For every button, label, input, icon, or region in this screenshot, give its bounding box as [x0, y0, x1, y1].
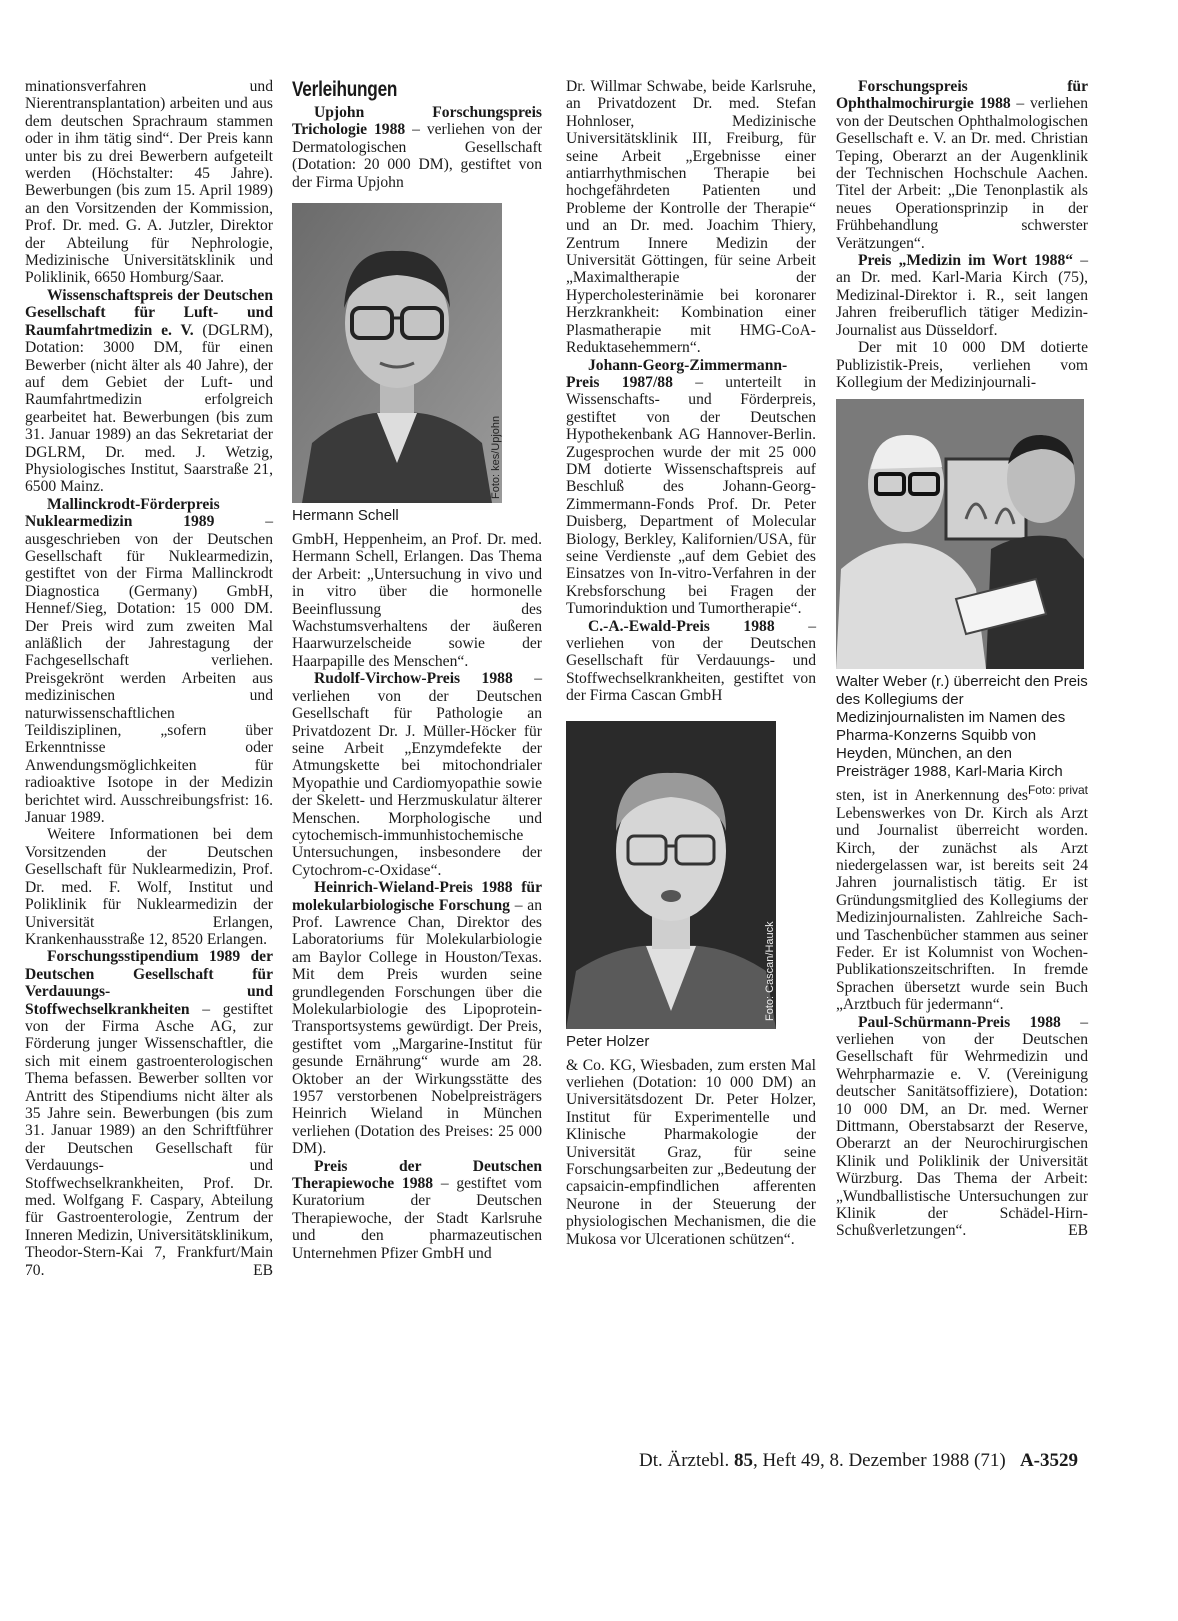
award-heading: Forschungsstipendium 1989 der Deutschen Gesellschaft für Verdauungs- und Stoffwechselkrankheiten — [25, 948, 273, 1018]
paragraph — [25, 287, 273, 496]
paragraph — [292, 670, 542, 879]
photo-credit: Foto: Cascan/Hauck — [764, 920, 776, 1021]
award-heading: Mallinckrodt-Förderpreis Nuklearmedizin 1989 — [25, 495, 220, 531]
award-text: – gestiftet vom Kuratorium der Deutschen Therapiewoche, der Stadt Karlsruhe und den pharmazeutischen Unternehmen Pfizer GmbH und — [292, 1175, 542, 1262]
award-heading: Forschungspreis für Ophthalmochirurgie 1988 — [836, 78, 1088, 113]
photo-credit: Foto: kes/Upjohn — [490, 415, 502, 500]
award-heading: Wissenschaftspreis der Deutschen Gesellschaft für Luft- und Raumfahrtmedizin e. V. — [25, 286, 273, 339]
column-4 — [836, 78, 1088, 1240]
paragraph — [836, 78, 1088, 252]
portrait-photo-peter-holzer — [566, 721, 776, 1029]
photo-caption — [836, 673, 1088, 798]
award-text: – gestiftet von der Firma Asche AG, zur Förderung junger Wissenschaftler, die sich mit einem gastroenterologischen Thema befassen. Bewerber sollten vor Antritt des Stipendiums nicht älter als 35 Jahre sein. Bewerbungen (bis zum 31. Januar 1989) an den Schriftführer der Deutschen Gesellschaft für Verdauungs- und Stoffwechselkrankheiten, Prof. Dr. med. Wolfgang F. Caspary, Abteilung für Gastroenterologie, Zentrum der Inneren Medizin, Universitätsklinikum, Theodor-Stern-Kai 7, Frankfurt/Main 70. — [25, 1000, 273, 1279]
journal-volume: 85 — [733, 1450, 753, 1471]
award-text: (DGLRM), Dotation: 3000 DM, für einen Bewerber (nicht älter als 40 Jahre), der auf dem Gebiet der Luft- und Raumfahrtmedizin erfolgreich gearbeitet hat. Bewerbungen (bis zum 31. Januar 1989) an das Sekretariat der DGLRM, Dr. med. J. Wetzig, Physiologisches Institut, Saarstraße 21, 6500 Mainz. — [25, 321, 273, 496]
award-heading: Preis „Medizin im Wort 1988“ — [858, 252, 1074, 270]
paragraph — [292, 104, 542, 191]
paragraph: Weitere Informationen bei dem Vorsitzenden der Deutschen Gesellschaft für Nuklearmedizin, Prof. Dr. med. F. Wolf, Institut und Poliklinik für Nuklearmedizin der Universität Erlangen, Krankenhausstraße 12, 8520 Erlangen. — [25, 826, 273, 948]
paragraph: minationsverfahren und Nierentransplantation) arbeiten und aus dem deutschen Sprachraum stammen oder in ihm tätig sind“. Der Preis kann unter bis zu drei Bewerbern aufgeteilt werden (Höchstalter: 45 Jahre). Bewerbungen (bis zum 15. April 1989) an den Vorsitzenden der Kommission, Prof. Dr. med. G. A. Jutzler, Direktor der Abteilung für Nephrologie, Medizinische Universitätsklinik und Poliklinik, 6650 Homburg/Saar. — [25, 78, 273, 287]
award-text: – ausgeschrieben von der Deutschen Gesellschaft für Nuklearmedizin, gestiftet von der Firma Mallinckrodt Diagnostica (Germany) GmbH, Hennef/Sieg, Dotation: 15 000 DM. Der Preis wird zum zweiten Mal anläßlich der Jahrestagung der Fachgesellschaft verliehen. Preisgekrönt werden Arbeiten aus medizinischen und naturwissenschaftlichen Teildisziplinen, „sofern über Erkenntnisse oder Anwendungsmöglichkeiten für radioaktive Isotope in der Medizin berichtet wird. Ausschreibungsfrist: 16. Januar 1989. — [25, 513, 273, 827]
award-text: – verliehen von der Deutschen Gesellschaft für Wehrmedizin und Wehrpharmazie e. V. (Vereinigung deutscher Sanitätsoffiziere), Dotation: 10 000 DM, an Dr. med. Werner Dittmann, Oberstabsarzt der Reserve, Oberarzt an der Neurochirurgischen Klinik und Poliklinik der Universität Würzburg. Das Thema der Arbeit: „Wundballistische Untersuchungen zur Klinik der Schädel-Hirn-Schußverletzungen“. — [836, 1013, 1088, 1240]
paragraph — [292, 879, 542, 1158]
section-title: Verleihungen — [292, 78, 398, 101]
photo-caption: Hermann Schell — [292, 507, 399, 525]
award-text: – verliehen von der Deutschen Ophthalmologischen Gesellschaft e. V. an Dr. med. Christian Teping, Oberarzt an der Augenklinik der Technischen Hochschule Aachen. Titel der Arbeit: „Die Tenonplastik als neues Operationsprinzip in der Frühbehandlung schwerster Verätzungen“. — [836, 95, 1088, 252]
paragraph — [836, 252, 1088, 339]
photo-caption-text: Walter Weber (r.) überreicht den Preis des Kollegiums der Medizinjournalisten im Namen des Pharma-Konzerns Squibb von Heyden, München, an den Preisträger 1988, Karl-Maria Kirch — [836, 673, 1088, 781]
award-heading: Upjohn Forschungspreis Trichologie 1988 — [292, 104, 542, 139]
award-heading: Preis der Deutschen Therapiewoche 1988 — [292, 1157, 542, 1193]
column-2 — [292, 78, 542, 1262]
paragraph: Der mit 10 000 DM dotierte Publizistik-Preis, verliehen vom Kollegium der Medizinjournali- — [836, 339, 1088, 391]
paragraph — [836, 1014, 1088, 1240]
journal-name: Dt. Ärztebl. — [638, 1450, 730, 1471]
page-number: A-3529 — [1019, 1450, 1078, 1471]
award-heading: Heinrich-Wieland-Preis 1988 für molekularbiologische Forschung — [292, 879, 542, 914]
paragraph — [566, 618, 816, 705]
column-1 — [25, 78, 273, 1279]
award-ceremony-photo — [836, 399, 1084, 669]
paragraph: GmbH, Heppenheim, an Prof. Dr. med. Hermann Schell, Erlangen. Das Thema der Arbeit: „Untersuchung in vivo und in vitro über die hormonelle Beeinflussung des Wachstumsverhaltens der äußeren Haarwurzelscheide sowie der Haarpapille des Menschen“. — [292, 531, 542, 670]
award-text: – unterteilt in Wissenschafts- und Förderpreis, gestiftet von der Deutschen Hypothekenbank AG Hannover-Berlin. Zugesprochen wurde der mit 25 000 DM dotierte Wissenschaftspreis auf Beschluß des Johann-Georg-Zimmermann-Fonds Prof. Dr. Peter Duisberg, Department of Molecular Biology, Berkley, Kalifornien/USA, für seine Verdienste „auf dem Gebiet des Einsatzes von In-vitro-Verfahren in der Krebsforschung bei Fragen der Tumorinduktion und Tumortherapie“. — [566, 373, 817, 618]
author-sign: EB — [253, 1261, 273, 1279]
paragraph: Dr. Willmar Schwabe, beide Karlsruhe, an Privatdozent Dr. med. Stefan Hohnloser, Medizinische Universitätsklinik III, Freiburg, für seine Arbeit „Ergebnisse einer antiarrhythmischen Therapie bei hochgefährdeten Patienten und Probleme der Kontrolle der Therapie“ und an Dr. med. Joachim Thiery, Zentrum Innere Medizin der Universität Göttingen, für seine Arbeit „Maximaltherapie der Hypercholesterinämie bei koronarer Herzkrankheit: Kombination einer Plasmatherapie mit HMG-CoA-Reduktasehemmern“. — [566, 78, 816, 357]
portrait-photo-hermann-schell — [292, 203, 502, 503]
award-heading: Paul-Schürmann-Preis 1988 — [858, 1013, 1061, 1031]
author-sign: EB — [1068, 1222, 1088, 1240]
paragraph — [25, 496, 273, 827]
photo-caption: Peter Holzer — [566, 1032, 650, 1050]
award-text: – an Prof. Lawrence Chan, Direktor des Laboratoriums für Molekularbiologie am Baylor College in Houston/Texas. Mit dem Preis wurden seine grundlegenden Forschungen über die Molekularbiologie des Lipoprotein-Transportsystems gewürdigt. Der Preis, gestiftet vom „Margarine-Institut für gesunde Ernährung“ wurde am 28. Oktober an der Wirkungsstätte des 1957 verstorbenen Nobelpreisträgers Heinrich Wieland in München verliehen (Dotation des Preises: 25 000 DM). — [292, 896, 543, 1158]
award-heading: C.-A.-Ewald-Preis 1988 — [588, 617, 775, 635]
award-text: – verliehen von der Deutschen Gesellschaft für Pathologie an Privatdozent Dr. J. Müller-Höcker für seine Arbeit „Enzymdefekte der Atmungskette bei mitochondrialer Myopathie und Cardiomyopathie sowie der Skelett- und Herzmuskulatur älterer Menschen. Morphologische und cytochemisch-immunhistochemische Untersuchungen, insbesondere der Cytochrom-c-Oxidase“. — [292, 670, 542, 879]
journal-issue: , Heft 49, 8. Dezember 1988 (71) — [752, 1450, 1006, 1471]
paragraph: & Co. KG, Wiesbaden, zum ersten Mal verliehen (Dotation: 10 000 DM) an Universitätsdozent Dr. Peter Holzer, Institut für Experimentelle und Klinische Pharmakologie der Universität Graz, für seine Forschungsarbeiten zur „Bedeutung der capsaicin-empfindlichen afferenten Neurone in der Steuerung der physiologischen Mechanismen, die die Mukosa vor Ulcerationen schützen“. — [566, 1056, 816, 1248]
paragraph — [25, 948, 273, 1279]
award-text: – an Dr. med. Karl-Maria Kirch (75), Medizinal-Direktor i. R., seit langen Jahren freiberuflich tätiger Medizin-Journalist aus Düsseldorf. — [836, 252, 1088, 339]
page-footer — [639, 1450, 1078, 1472]
paragraph — [566, 357, 816, 618]
column-3 — [566, 78, 816, 1248]
award-heading: Rudolf-Virchow-Preis 1988 — [314, 670, 513, 688]
paragraph — [292, 1158, 542, 1262]
award-heading: Johann-Georg-Zimmermann-Preis 1987/88 — [566, 356, 788, 391]
award-text: – verliehen von der Deutschen Gesellschaft für Verdauungs- und Stoffwechselkrankheiten, gestiftet von der Firma Cascan GmbH — [566, 617, 816, 705]
award-text: – verliehen von der Dermatologischen Gesellschaft (Dotation: 20 000 DM), gestiftet von der Firma Upjohn — [292, 121, 542, 191]
paragraph: sten, ist in Anerkennung des Lebenswerkes von Dr. Kirch als Arzt und Journalist überreicht worden. Kirch, der zunächst als Arzt niedergelassen war, ist bereits seit 24 Jahren journalistisch tätig. Er ist Gründungsmitglied des Kollegiums der Medizinjournalisten. Zahlreiche Sach- und Taschenbücher stammen aus seiner Feder. Er ist Kolumnist von Wochen-Publikationszeitschriften. In fremde Sprachen übersetzt wurde sein Buch „Arztbuch für jedermann“. — [836, 787, 1088, 1014]
photo-credit: Foto: privat — [1027, 783, 1088, 798]
